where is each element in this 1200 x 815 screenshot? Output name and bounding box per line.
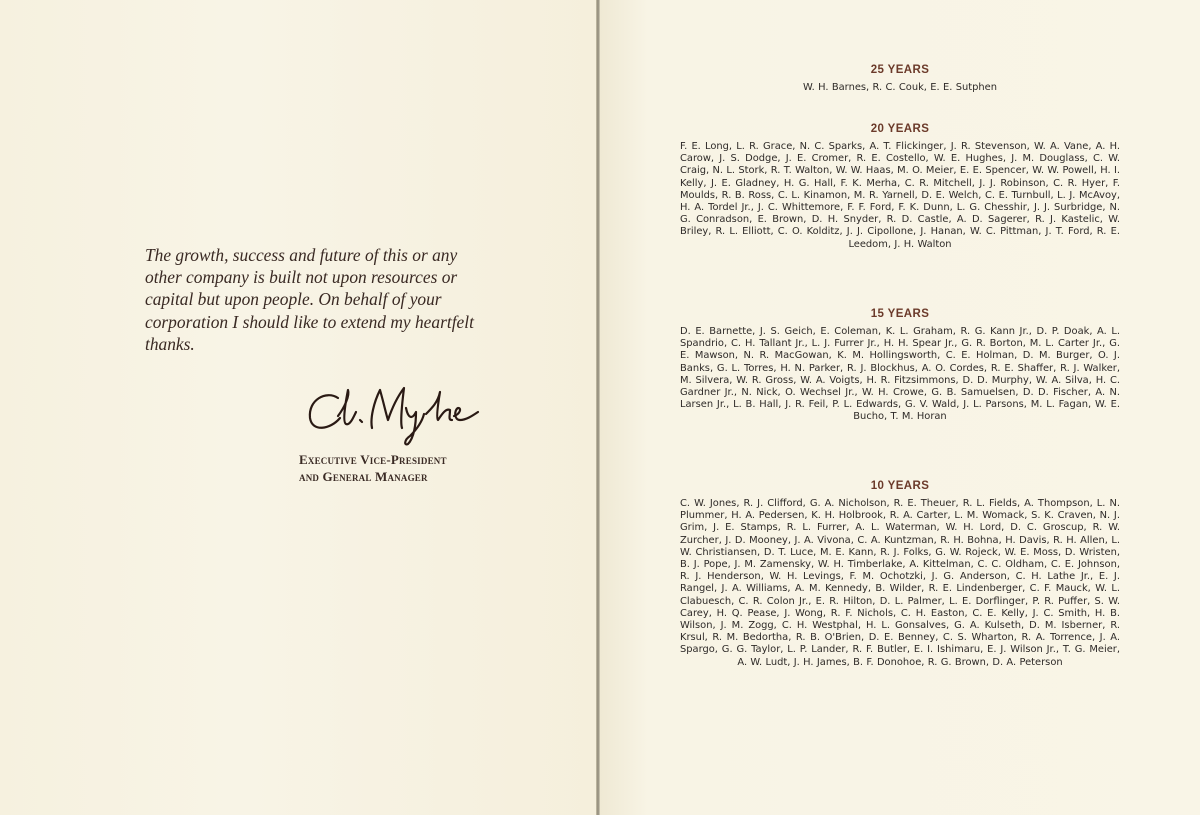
signer-title — [299, 451, 539, 485]
signature-image — [300, 378, 490, 448]
section-heading: 25 YEARS — [870, 64, 930, 76]
section-25-years — [680, 64, 1120, 94]
thank-you-quote: The growth, success and future of this or any other company is built not upon resources or capital but upon people. On behalf of your corporation I should like to extend my heartfelt thanks. — [145, 245, 474, 354]
honoree-names: D. E. Barnette, J. S. Geich, E. Coleman, K. L. Graham, R. G. Kann Jr., D. P. Doak, A. L. Spandrio, C. H. Tallant Jr., L. J. Furrer Jr., H. H. Spear Jr., G. R. Borton, M. L. Carter Jr., G. E. Mawson, N. R. MacGowan, K. M. Hollingsworth, C. E. Holman, D. M. Burger, O. J. Banks, G. L. Torres, H. N. Parker, R. J. Blockhus, A. O. Cordes, R. E. Shaffer, R. J. Walker, M. Silvera, W. R. Gross, W. A. Voigts, H. R. Fitzsimmons, D. D. Murphy, W. A. Silva, H. C. Gardner Jr., N. Nick, O. Wechsel Jr., W. H. Crowe, G. B. Samuelsen, D. D. Fischer, A. N. Larsen Jr., L. B. Hall, J. R. Feil, P. L. Edwards, G. V. Wald, J. L. Parsons, M. L. Fagan, W. E. Bucho, T. M. Horan — [680, 326, 1120, 423]
section-10-years — [680, 480, 1120, 669]
honoree-names: W. H. Barnes, R. C. Couk, E. E. Sutphen — [803, 82, 997, 93]
section-20-years — [680, 123, 1120, 251]
section-15-years — [680, 308, 1120, 424]
section-heading: 20 YEARS — [870, 123, 930, 135]
honoree-names: C. W. Jones, R. J. Clifford, G. A. Nicholson, R. E. Theuer, R. L. Fields, A. Thompson, L. N. Plummer, H. A. Pedersen, K. H. Holbrook, R. A. Carter, L. M. Womack, S. K. Craven, N. J. Grim, J. E. Stamps, R. L. Furrer, A. L. Waterman, W. H. Lord, D. C. Groscup, R. W. Zurcher, J. D. Mooney, J. A. Vivona, C. A. Kuntzman, R. H. Bohna, H. Davis, R. H. Allen, L. W. Christiansen, D. T. Luce, M. E. Kann, R. J. Folks, G. W. Rojeck, W. E. Moss, D. Wristen, B. J. Pope, J. M. Zamensky, W. H. Timberlake, A. Kittelman, C. C. Oldham, C. E. Johnson, R. J. Henderson, W. H. Levings, F. M. Ochotzki, J. G. Anderson, C. H. Lathe Jr., E. J. Rangel, J. A. Williams, A. M. Kennedy, B. Wilder, R. E. Lindenberger, C. F. Mauck, W. L. Clabuesch, C. R. Colon Jr., E. R. Hilton, D. L. Palmer, L. E. Dorflinger, P. R. Puffer, S. W. Carey, H. Q. Pease, J. Wong, R. F. Nichols, C. H. Easton, C. E. Kelly, J. C. Smith, H. B. Wilson, J. M. Zogg, C. H. Westphal, H. L. Gonsalves, G. A. Kulseth, D. M. Isberner, R. Krsul, R. M. Bedortha, R. B. O'Brien, D. E. Benney, C. S. Wharton, R. A. Torrence, J. A. Spargo, G. G. Taylor, L. P. Lander, R. F. Butler, E. I. Ishimaru, E. J. Wilson Jr., T. G. Meier, A. W. Ludt, J. H. James, B. F. Donohoe, R. G. Brown, D. A. Peterson — [680, 498, 1120, 668]
honoree-names: F. E. Long, L. R. Grace, N. C. Sparks, A. T. Flickinger, J. R. Stevenson, W. A. Vane, A. H. Carow, J. S. Dodge, J. E. Cromer, R. E. Costello, W. E. Hughes, J. M. Douglass, C. W. Craig, N. L. Stork, R. T. Walton, W. W. Haas, M. O. Meier, E. E. Spencer, W. W. Powell, H. I. Kelly, J. E. Gladney, H. G. Hall, F. K. Merha, C. R. Mitchell, J. J. Robinson, C. R. Hyer, F. Moulds, R. B. Ross, C. L. Kinamon, M. R. Yarnell, D. E. Welch, C. E. Turnbull, L. J. McAvoy, H. A. Tordel Jr., J. C. Whittemore, F. F. Ford, F. K. Dunn, L. G. Chesshir, J. J. Surbridge, N. G. Conradson, E. Brown, D. H. Snyder, R. D. Castle, A. D. Sagerer, R. J. Kastelic, W. Briley, R. L. Elliott, C. O. Kolditz, J. J. Cipollone, J. Hanan, W. C. Pittman, J. T. Ford, R. E. Leedom, J. H. Walton — [680, 141, 1120, 250]
title-line-1: Executive Vice-President — [299, 452, 447, 467]
section-heading: 15 YEARS — [870, 308, 930, 320]
left-page — [0, 0, 598, 815]
section-heading: 10 YEARS — [870, 480, 930, 492]
title-line-2: and General Manager — [299, 469, 428, 484]
signature — [300, 378, 490, 448]
